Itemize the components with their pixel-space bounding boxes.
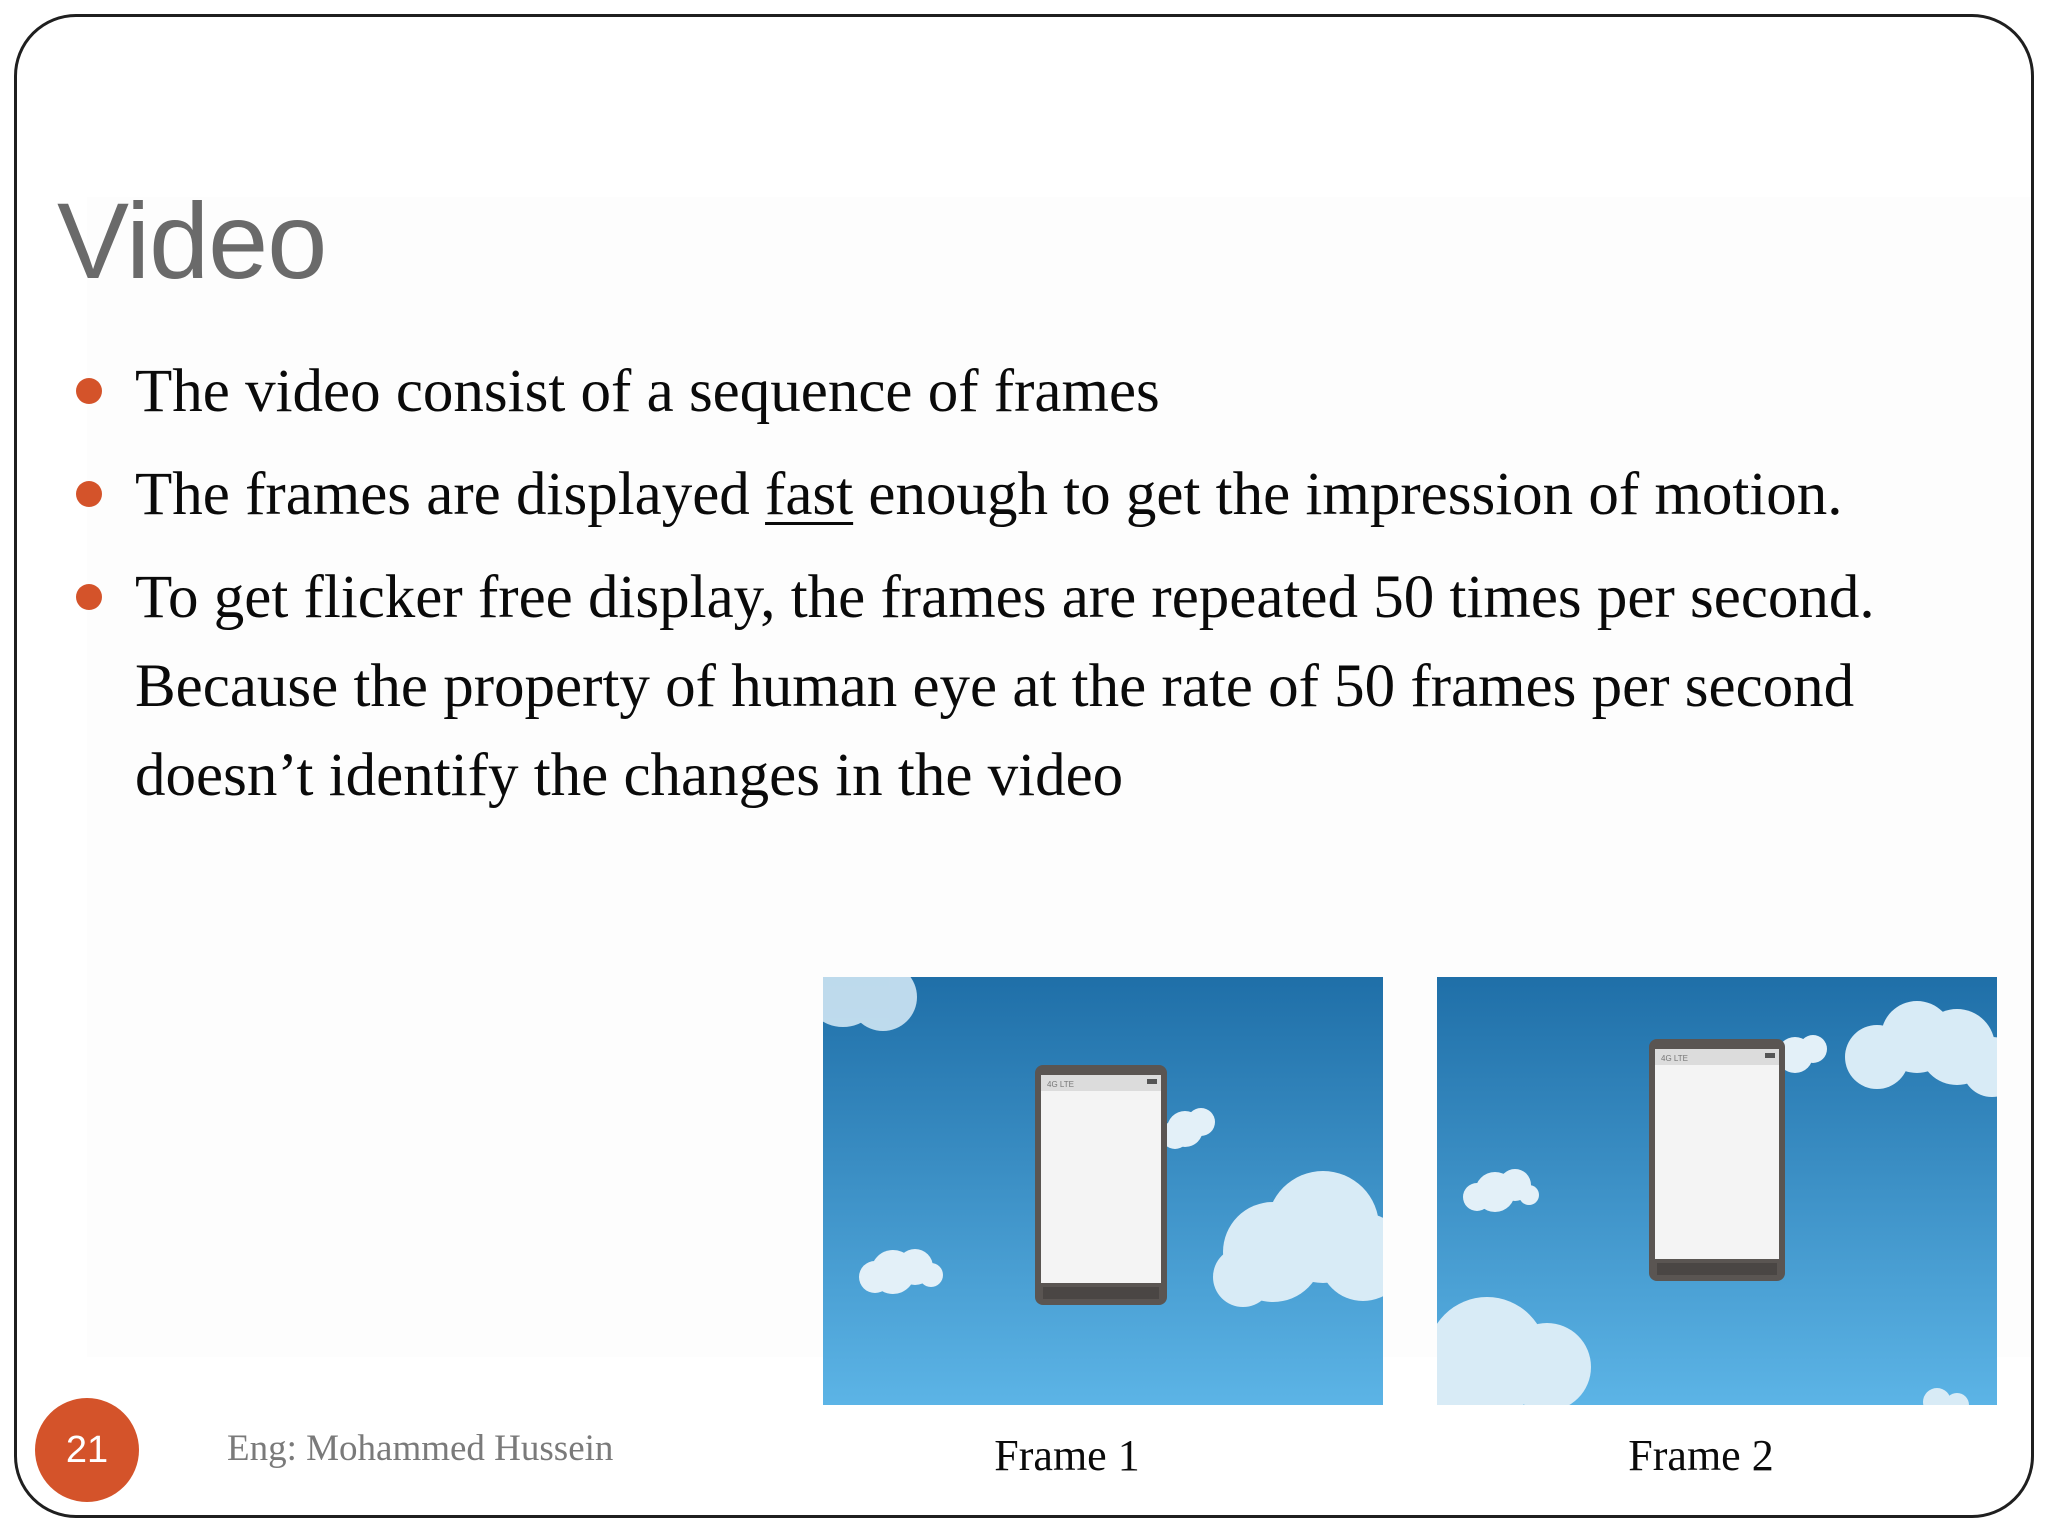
frame-1-caption: Frame 1 <box>994 1431 1140 1480</box>
page-number-badge: 21 <box>35 1398 139 1502</box>
bullet-text: The video consist of a sequence of frames <box>135 358 1160 425</box>
bullet-item <box>47 450 1967 539</box>
author-footer: Eng: Mohammed Hussein <box>227 1428 614 1469</box>
bullet-list <box>47 347 1967 834</box>
slide <box>14 14 2034 1518</box>
bullet-text-before: The frames are displayed <box>135 461 766 528</box>
svg-text:4G LTE: 4G LTE <box>1047 1080 1074 1089</box>
frame-1-image <box>823 977 1383 1405</box>
frame-2-image <box>1437 977 1997 1405</box>
bullet-item <box>47 347 1967 436</box>
bullet-item <box>47 553 1967 820</box>
frame-2-caption: Frame 2 <box>1628 1431 1774 1480</box>
bullet-text-after: enough to get the impression of motion. <box>853 461 1843 528</box>
bullet-text: To get flicker free display, the frames are repeated 50 times per second. Because the property of human eye at the rate of 50 frames per second doesn’t identify the changes in the video <box>135 564 1875 809</box>
phone-icon <box>1035 1065 1167 1305</box>
cloud-icon <box>823 977 917 1031</box>
slide-title: Video <box>57 180 327 301</box>
bullet-dot-icon <box>76 584 102 610</box>
phone-icon <box>1649 1039 1785 1281</box>
svg-text:4G LTE: 4G LTE <box>1661 1054 1688 1063</box>
bullet-dot-icon <box>76 378 102 404</box>
bullet-emphasis: fast <box>765 461 854 528</box>
bullet-dot-icon <box>76 481 102 507</box>
